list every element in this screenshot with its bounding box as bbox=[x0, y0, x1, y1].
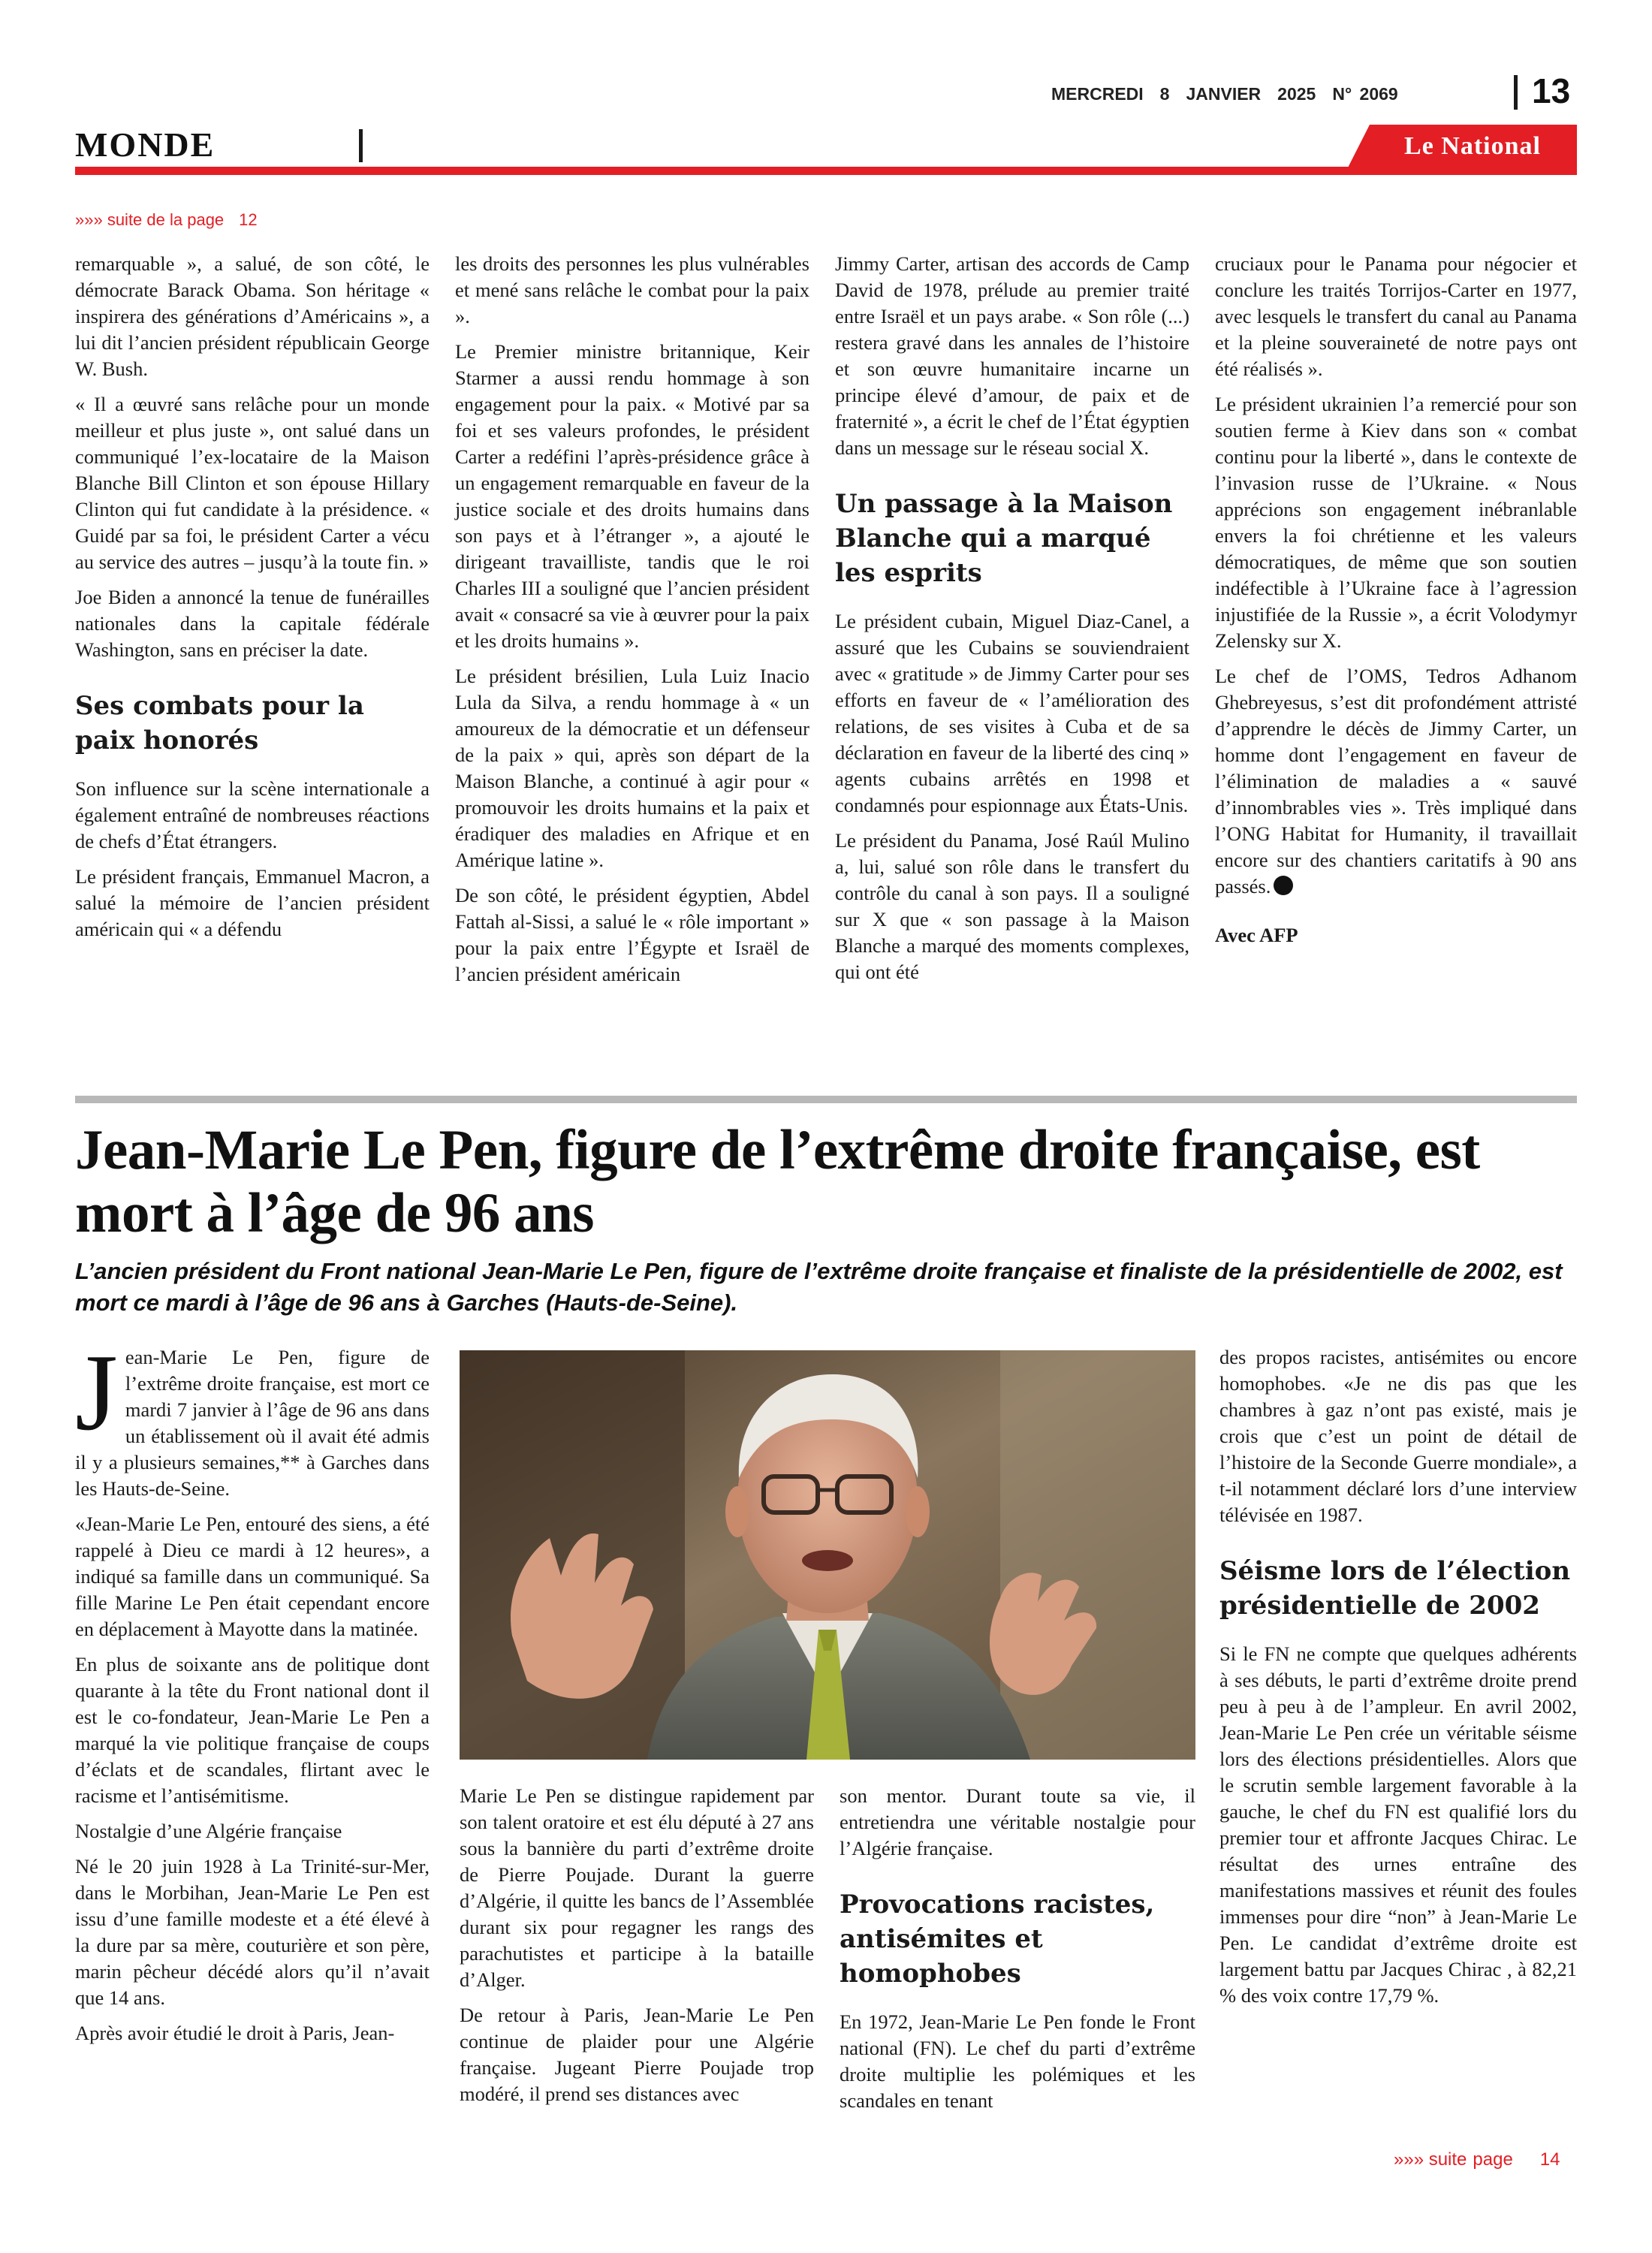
subheading: Séisme lors de l’élection présidentielle de 2002 bbox=[1219, 1556, 1571, 1621]
top-article-column-4 bbox=[1215, 251, 1577, 958]
paragraph: les droits des personnes les plus vulnérables et mené sans relâche le combat pour la paix ». bbox=[455, 252, 809, 327]
top-article-column-3 bbox=[835, 251, 1189, 994]
subheading: Un passage à la Maison Blanche qui a marqué les esprits bbox=[835, 489, 1173, 588]
continued-to-word: page bbox=[1473, 2149, 1513, 2170]
top-article-column-1 bbox=[75, 251, 430, 952]
paragraph: Si le FN ne compte que quelques adhérents à ses débuts, le parti d’extrême droite prend peu à peu à de l’ampleur. En avril 2002, Jean-Marie Le Pen crée un véritable séisme lors des élections présidentielles. Alors que le scrutin semble largement favorable à la gauche, le chef du FN est qualifié lors du premier tour et affronte Jacques Chirac. Le résultat des urnes entraîne des manifestations massives et réunit des foules immenses pour dire “non” à Jean-Marie Le Pen. Le candidat d’extrême droite est largement battu par Jacques Chirac , à 82,21 % des voix contre 17,79 %. bbox=[1219, 1642, 1577, 2007]
subheading: Provocations racistes, antisémites et homophobes bbox=[840, 1890, 1155, 1989]
paragraph: des propos racistes, antisémites ou encore homophobes. «Je ne dis pas que les chambres à gaz n’ont pas existé, mais je crois que c’est un point de détail de l’histoire de la Seconde Guerre mondiale», a t-il notamment déclaré lors d’une interview télévisée en 1987. bbox=[1219, 1346, 1577, 1526]
paragraph: Son influence sur la scène internationale a également entraîné de nombreuses réactions de chefs d’État étrangers. bbox=[75, 777, 430, 852]
paragraph-text: ean-Marie Le Pen, figure de l’extrême droite française, est mort ce mardi 7 janvier à l’âge de 96 ans dans un établissement où il avait été admis il y a plusieurs semaines,** à Garches dans les Hauts-de-Seine. bbox=[75, 1346, 430, 1500]
continued-from-page: 12 bbox=[239, 210, 258, 229]
weekday: MERCREDI bbox=[1051, 84, 1144, 104]
paragraph: En 1972, Jean-Marie Le Pen fonde le Front national (FN). Le chef du parti d’extrême droite multiplie les polémiques et les scandales en tenant bbox=[840, 2010, 1195, 2112]
month: JANVIER bbox=[1186, 84, 1262, 104]
paragraph: Le président cubain, Miguel Diaz-Canel, a assuré que les Cubains se souviendraient avec « gratitude » de Jimmy Carter pour ses efforts en faveur de « l’amélioration des relations, de ses visites à Cuba et de sa déclaration en faveur de la liberté des cinq » agents cubains arrêtés en 1998 et condamnés pour espionnage aux États-Unis. bbox=[835, 610, 1189, 816]
page-number-divider bbox=[1514, 75, 1518, 110]
paragraph: « Il a œuvré sans relâche pour un monde meilleur et plus juste », ont salué dans un communiqué l’ex-locataire de la Maison Blanche Bill Clinton et son épouse Hillary Clinton qui fut candidate à la présidence. « Guidé par sa foi, le président Carter a vécu au service des autres – jusqu’à la toute fin. » bbox=[75, 393, 430, 573]
paragraph: Après avoir étudié le droit à Paris, Jean- bbox=[75, 2022, 395, 2044]
publication-name: Le National bbox=[1404, 132, 1541, 160]
main-headline: Jean-Marie Le Pen, figure de l’extrême droite française, est mort à l’âge de 96 ans bbox=[75, 1119, 1480, 1244]
drop-cap: J bbox=[75, 1332, 118, 1453]
article-lead: L’ancien président du Front national Jean-Marie Le Pen, figure de l’extrême droite française et finaliste de la présidentielle de 2002, est mort ce mardi à l’âge de 96 ans à Garches (Hauts-de-Seine). bbox=[75, 1258, 1563, 1316]
paragraph: remarquable », a salué, de son côté, le démocrate Barack Obama. Son héritage « inspirera des générations d’Américains », a lui dit l’ancien président républicain George W. Bush. bbox=[75, 252, 430, 380]
top-article-column-2 bbox=[455, 251, 809, 997]
paragraph-text: Le chef de l’OMS, Tedros Adhanom Ghebreyesus, s’est dit profondément attristé d’apprendre le décès de Jimmy Carter, un homme dont l’engagement en faveur de l’élimination de maladies a « sauvé d’innombrables vies ». Très impliqué dans l’ONG Habitat for Humanity, il travaillait encore sur des chantiers caritatifs à 90 ans passés. bbox=[1215, 665, 1577, 897]
paragraph: De retour à Paris, Jean-Marie Le Pen continue de plaider pour une Algérie française. Jugeant Pierre Poujade trop modéré, il prend ses distances avec bbox=[460, 2004, 814, 2105]
main-article-column-4 bbox=[1219, 1344, 1577, 2018]
inline-subheading: Nostalgie d’une Algérie française bbox=[75, 1820, 342, 1842]
continued-from-text: »»» suite de la page bbox=[75, 210, 225, 229]
year: 2025 bbox=[1277, 84, 1316, 104]
paragraph: Né le 20 juin 1928 à La Trinité-sur-Mer, dans le Morbihan, Jean-Marie Le Pen est issu d’une famille modeste et a été élevé à la dure par sa mère, couturière et son père, marin pêcheur décédé alors qu’il n’avait que 14 ans. bbox=[75, 1855, 430, 2009]
continued-to bbox=[1394, 2149, 1560, 2170]
continued-to-prefix: »»» suite bbox=[1394, 2149, 1467, 2170]
paragraph: Le président du Panama, José Raúl Mulino a, lui, salué son rôle dans le transfert du contrôle du canal à son pays. Il a souligné sur X que « son passage à la Maison Blanche a marqué des moments complexes, qui ont été bbox=[835, 829, 1189, 983]
day: 8 bbox=[1159, 84, 1170, 104]
section-title: MONDE bbox=[75, 125, 216, 164]
article-separator bbox=[75, 1096, 1577, 1103]
article-credit: Avec AFP bbox=[1215, 924, 1298, 946]
paragraph: Joe Biden a annoncé la tenue de funérailles nationales dans la capitale fédérale Washington, sans en préciser la date. bbox=[75, 586, 430, 661]
continued-to-page: 14 bbox=[1539, 2149, 1560, 2170]
paragraph: En plus de soixante ans de politique dont quarante à la tête du Front national dont il est le co-fondateur, Jean-Marie Le Pen a marqué la vie politique française de coups d’éclats et de scandales, flirtant avec le racisme et l’antisémitisme. bbox=[75, 1653, 430, 1807]
paragraph: cruciaux pour le Panama pour négocier et conclure les traités Torrijos-Carter en 1977, avec lesquels le transfert du canal au Panama et la pleine souveraineté de notre pays ont été réalisés ». bbox=[1215, 252, 1577, 380]
main-article-column-1 bbox=[75, 1332, 430, 2055]
paragraph: Le président français, Emmanuel Macron, a salué la mémoire de l’ancien président américain qui « a défendu bbox=[75, 865, 430, 940]
paragraph: son mentor. Durant toute sa vie, il entretiendra une véritable nostalgie pour l’Algérie française. bbox=[840, 1784, 1195, 1859]
paragraph-with-dropcap bbox=[75, 1332, 430, 1502]
paragraph: Le Premier ministre britannique, Keir Starmer a aussi rendu hommage à son engagement pour la paix. « Motivé par sa foi et ses valeurs profondes, le président Carter a redéfini l’après-présidence grâce à un engagement remarquable en faveur de la justice sociale et des droits humains dans son pays et à l’étranger », a ajouté le dirigeant travailliste, tandis que le roi Charles III a souligné que l’ancien président avait « consacré sa vie à œuvrer pour la paix et les droits humains ». bbox=[455, 340, 809, 652]
article-photo bbox=[460, 1350, 1195, 1760]
paragraph: «Jean-Marie Le Pen, entouré des siens, a été rappelé à Dieu ce mardi à 12 heures», a indiqué sa famille dans un communiqué. Sa fille Marine Le Pen était cependant encore en déplacement à Mayotte dans la matinée. bbox=[75, 1513, 430, 1640]
issue-number: N° 2069 bbox=[1332, 84, 1398, 104]
main-article-column-3 bbox=[840, 1783, 1195, 2123]
paragraph: De son côté, le président égyptien, Abdel Fattah al-Sissi, a salué le « rôle important » pour la paix entre l’Égypte et Israël de l’ancien président américain bbox=[455, 884, 809, 985]
paragraph: Marie Le Pen se distingue rapidement par son talent oratoire et est élu député à 27 ans sous la bannière du parti d’extrême droite de Pierre Poujade. Durant la guerre d’Algérie, il quitte les bancs de l’Assemblée durant six pour regagner les rangs des parachutistes et participe à la bataille d’Alger. bbox=[460, 1784, 814, 1991]
portrait-photo-illustration bbox=[460, 1350, 1195, 1760]
paragraph: Le président brésilien, Lula Luiz Inacio Lula da Silva, a rendu hommage à « un amoureux de la démocratie et un défenseur de la paix » qui, après son départ de la Maison Blanche, a continué à agir pour « promouvoir les droits humains et la paix et éradiquer des maladies en Afrique et en Amérique latine ». bbox=[455, 665, 809, 871]
paragraph: Jimmy Carter, artisan des accords de Camp David de 1978, prélude au premier traité entre Israël et un pays arabe. « Son rôle (...) restera gravé dans les annales de l’histoire et son œuvre humanitaire incarne un principe élevé d’amour, de paix et de fraternité », a écrit le chef de l’État égyptien dans un message sur le réseau social X. bbox=[835, 252, 1189, 459]
section-divider bbox=[359, 129, 363, 162]
end-of-article-icon bbox=[1274, 876, 1293, 895]
subheading: Ses combats pour la paix honorés bbox=[75, 691, 364, 756]
continued-from bbox=[75, 210, 258, 230]
page-number: 13 bbox=[1532, 71, 1571, 110]
paragraph-last bbox=[1215, 663, 1577, 900]
paragraph: Le président ukrainien l’a remercié pour son soutien ferme à Kiev dans son « combat continu pour la liberté », dans le contexte de l’invasion russe de l’Ukraine. « Nous apprécions son engagement inébranlable envers la foi chrétienne et les valeurs démocratiques, de même que son soutien indéfectible à l’Ukraine face à l’agression injustifiée de la Russie », a écrit Volodymyr Zelensky sur X. bbox=[1215, 393, 1577, 652]
main-article-column-2 bbox=[460, 1783, 814, 2116]
issue-dateline bbox=[1051, 84, 1415, 104]
